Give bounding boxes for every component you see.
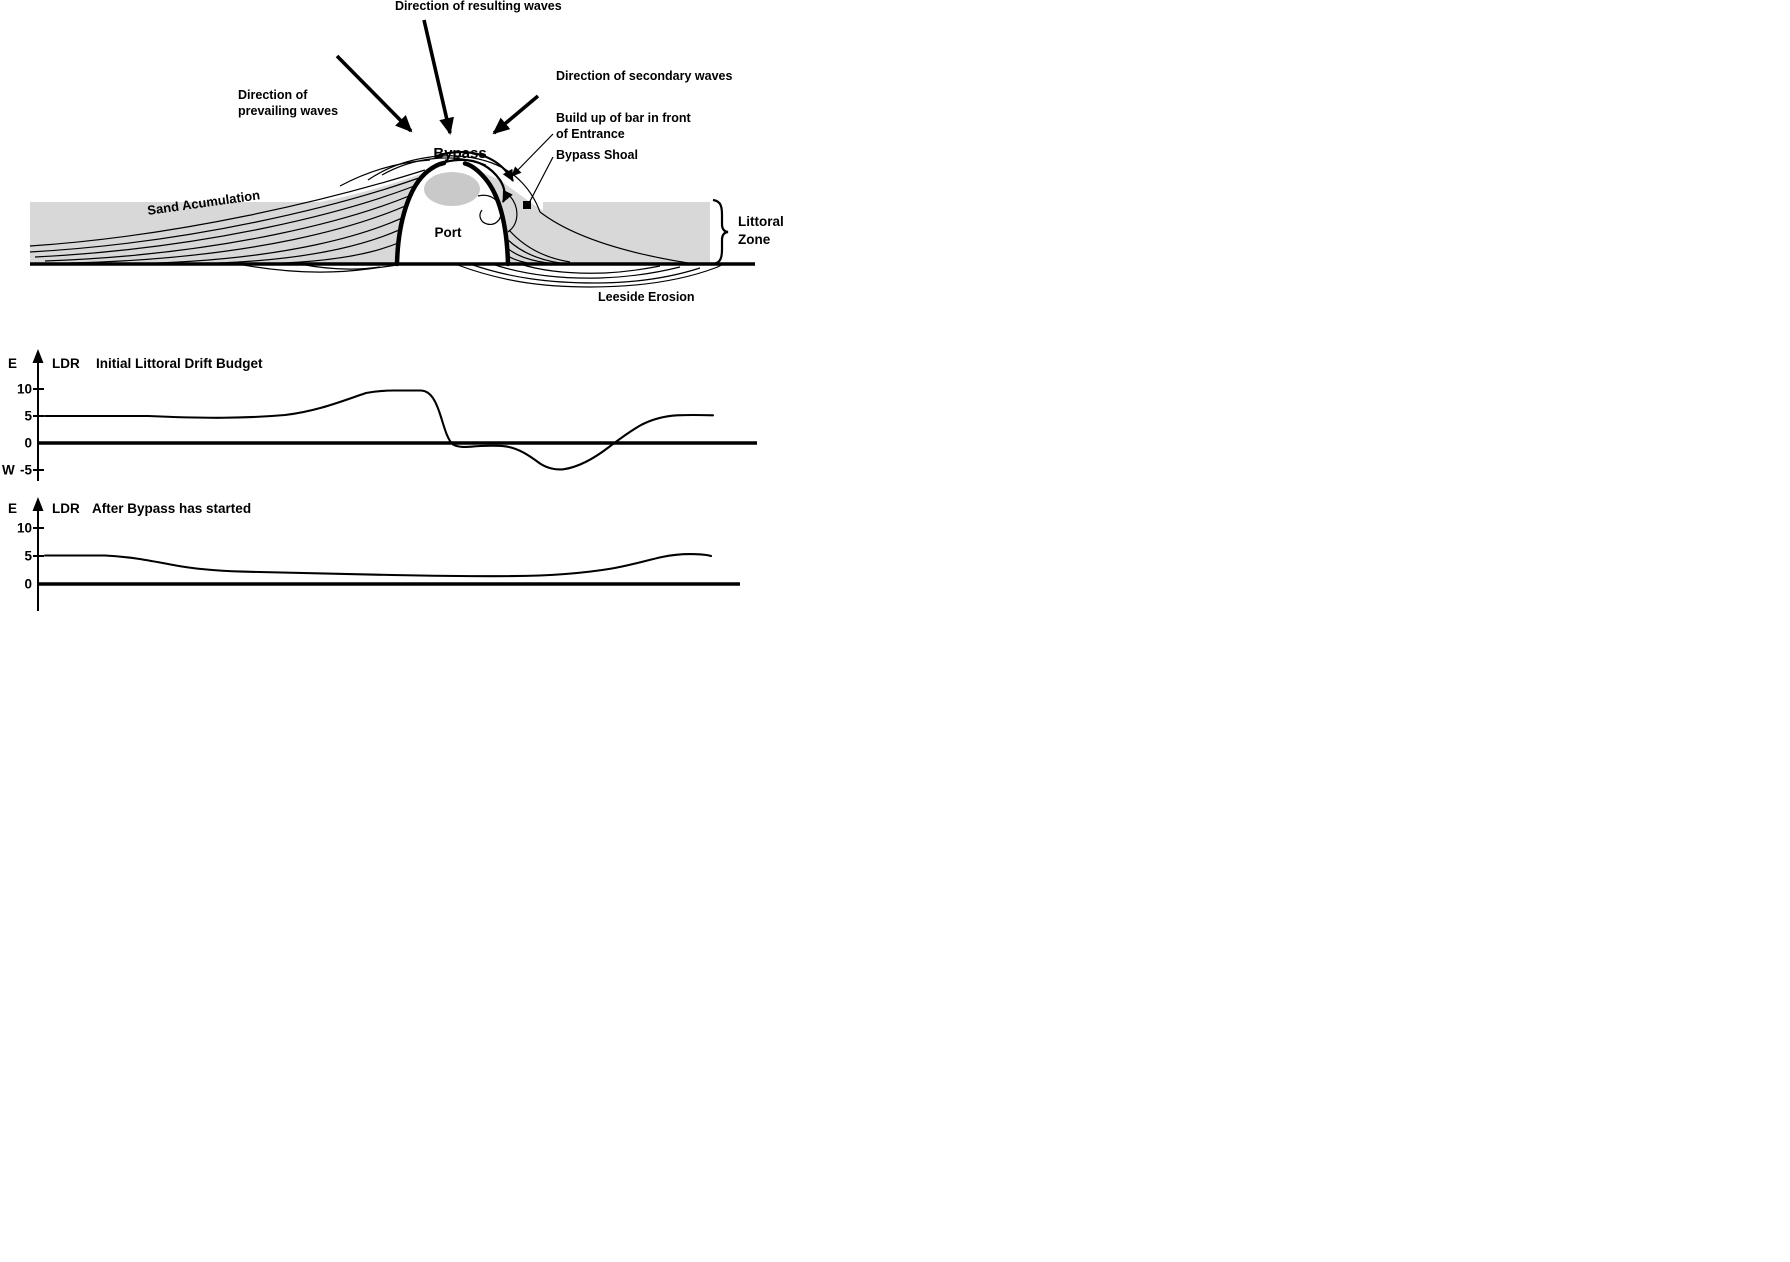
chart2-tick-0: 0: [24, 576, 32, 592]
label-leeside-erosion: Leeside Erosion: [598, 290, 695, 304]
chart2-axis-arrowhead: [33, 497, 44, 511]
wave-direction-arrows: [337, 20, 538, 133]
chart2-tick-5: 5: [24, 548, 32, 564]
chart1-tick-0: 0: [24, 435, 32, 451]
label-port: Port: [434, 225, 462, 240]
littoral-zone-brace: [713, 200, 728, 264]
entrance-shoal-ellipse: [424, 172, 480, 206]
label-prevailing-waves-1: Direction of: [238, 88, 308, 102]
chart2-title: After Bypass has started: [92, 501, 252, 516]
label-sand-accumulation: Sand Acumulation: [146, 187, 261, 218]
chart1-axis-arrowhead: [33, 349, 44, 363]
chart1-tick-5: 5: [24, 408, 32, 424]
chart1-tick-10: 10: [16, 381, 32, 397]
chart1-drift-curve: [45, 391, 713, 470]
prevailing-wave-arrow: [337, 56, 411, 131]
bypass-shoal-pointer: [528, 157, 553, 205]
resulting-wave-arrow: [424, 20, 450, 133]
chart1-ldr-label: LDR: [52, 356, 80, 371]
chart1-east-label: E: [8, 356, 18, 371]
leeside-erosion-curves: [455, 264, 722, 287]
chart2-ldr-label: LDR: [52, 501, 80, 516]
port-bypass-diagram: [0, 0, 790, 345]
chart2-drift-curve: [45, 554, 711, 576]
chart2-tick-10: 10: [16, 520, 32, 536]
label-buildup-2: of Entrance: [556, 127, 625, 141]
label-littoral-2: Zone: [738, 232, 771, 247]
chart1-title: Initial Littoral Drift Budget: [96, 356, 263, 371]
label-resulting-waves: Direction of resulting waves: [395, 0, 562, 13]
chart1-west-label: W: [2, 462, 15, 478]
chart2-east-label: E: [8, 501, 18, 516]
chart-after-bypass: [0, 493, 790, 618]
label-bypass: Bypass: [433, 145, 487, 162]
label-secondary-waves: Direction of secondary waves: [556, 69, 733, 83]
bypass-shoal-marker-dot: [523, 201, 531, 209]
littoral-band-fills: [30, 170, 710, 264]
label-buildup-1: Build up of bar in front: [556, 111, 691, 125]
label-bypass-shoal: Bypass Shoal: [556, 148, 638, 162]
chart1-tick-minus5: -5: [19, 462, 32, 478]
secondary-wave-arrow: [494, 96, 538, 133]
chart-initial-drift-budget: [0, 345, 790, 495]
label-littoral-1: Littoral: [738, 214, 784, 229]
label-prevailing-waves-2: prevailing waves: [238, 104, 339, 118]
